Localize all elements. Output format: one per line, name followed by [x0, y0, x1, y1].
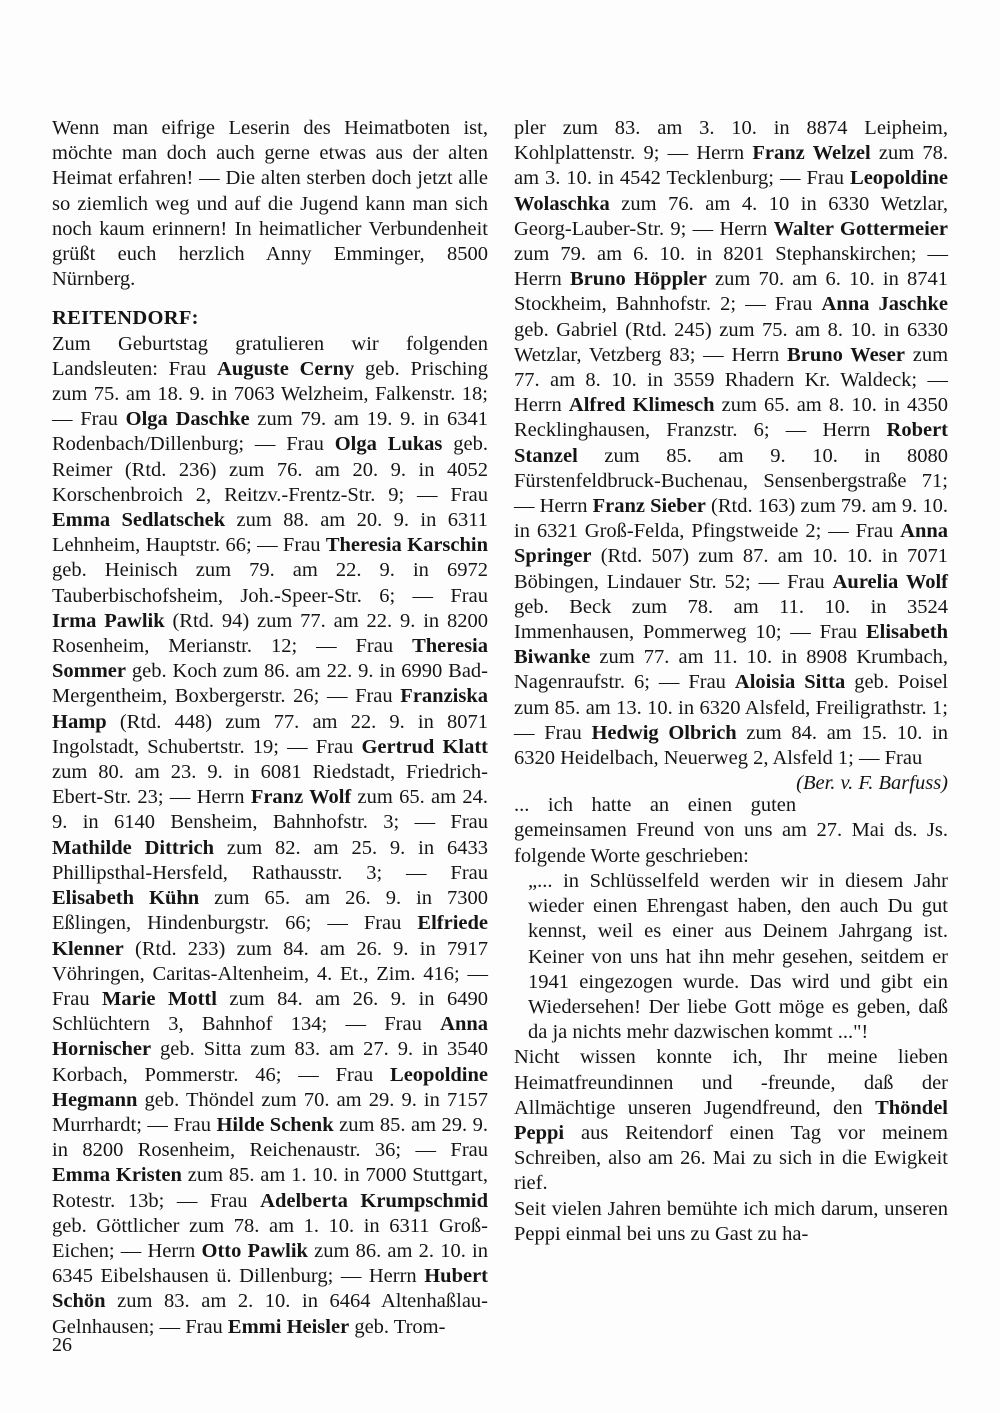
person-name: Franz Welzel: [752, 142, 871, 165]
person-name: Adelberta Krumpschmid: [260, 1189, 489, 1212]
person-name: Franziska Hamp: [52, 685, 488, 733]
person-name: Robert Stanzel: [514, 419, 948, 467]
story-paragraph-continued: Seit vielen Jahren bemühte ich mich darum, unseren Peppi einmal bei uns zu Gast zu ha-: [514, 1197, 948, 1245]
person-name: Aloisia Sitta: [734, 671, 846, 694]
author-signature: (Ber. v. F. Barfuss): [796, 772, 948, 795]
person-name: Elisabeth Biwanke: [514, 621, 948, 669]
person-name: Franz Sieber: [592, 495, 706, 518]
person-name: Hubert Schön: [52, 1265, 488, 1313]
person-name: Otto Pawlik: [201, 1239, 308, 1262]
person-name: Olga Lukas: [334, 433, 443, 456]
person-name: Theresia Karschin: [325, 534, 489, 557]
person-name: Leopoldine Hegmann: [52, 1063, 488, 1111]
birthday-list-continued: pler zum 83. am 3. 10. in 8874 Leipheim, Kohlplattenstr. 9; — Herrn Franz Welzel zum 78. am 3. 10. in 4542 Tecklenburg; — Frau Leopoldine Wolaschka zum 76. am 4. 10 in 6330 Wetzlar, Georg-Lauber-Str. 9; — Herrn Walter Gottermeier zum 79. am 6. 10. in 8201 Stephanskirchen; — Herrn Bruno Höppler zum 70. am 6. 10. in 8741 Stockheim, Bahnhofstr. 2; — Frau Anna Jaschke geb. Gabriel (Rtd. 245) zum 75. am 8. 10. in 6330 Wetzlar, Vetzberg 83; — Herrn Bruno Weser zum 77. am 8. 10. in 3559 Rhadern Kr. Waldeck; — Herrn Alfred Klimesch zum 65. am 8. 10. in 4350 Recklinghausen, Franzstr. 6; — Herrn Robert Stanzel zum 85. am 9. 10. in 8080 Fürstenfeldbruck-Buchenau, Sensenbergstraße 71; — Herrn Franz Sieber (Rtd. 163) zum 79. am 9. 10. in 6321 Groß-Felda, Pfingstweide 2; — Frau Anna Springer (Rtd. 507) zum 87. am 10. 10. in 7071 Böbingen, Lindauer Str. 52; — Frau Aurelia Wolf geb. Beck zum 78. am 11. 10. in 3524 Immenhausen, Pommerweg 10; — Frau Elisabeth Biwanke zum 77. am 11. 10. in 8908 Krumbach, Nagenraufstr. 6; — Frau Aloisia Sitta geb. Poisel zum 85. am 13. 10. in 6320 Alsfeld, Freiligrathstr. 1; — Frau Hedwig Olbrich zum 84. am 15. 10. in 6320 Heidelbach, Neuerweg 2, Alsfeld 1; — Frau (Ber. v. F. Barfuss): [514, 116, 948, 771]
person-name: Gertrud Klatt: [361, 735, 488, 758]
person-name: Thöndel Peppi: [514, 1096, 948, 1144]
story-intro: ... ich hatte an einen guten gemeinsamen Freund von uns am 27. Mai ds. Js. folgende Worte geschrieben:: [514, 794, 948, 867]
person-name: Mathilde Dittrich: [52, 836, 215, 859]
person-name: Anna Springer: [514, 520, 948, 568]
intro-paragraph: Wenn man eifrige Leserin des Heimatboten ist, möchte man doch auch gerne etwas aus der alten Heimat erfahren! — Die alten sterben doch jetzt alle so ziemlich weg und auf die Jugend kann man sich noch kaum erinnern! In heimatlicher Verbundenheit grüßt euch herzlich Anny Emminger, 8500 Nürnberg.: [52, 117, 488, 291]
person-name: Emmi Heisler: [227, 1315, 350, 1338]
person-name: Emma Sedlatschek: [52, 509, 226, 532]
person-name: Franz Wolf: [250, 786, 352, 809]
person-name: Irma Pawlik: [52, 609, 165, 632]
person-name: Emma Kristen: [52, 1164, 182, 1187]
person-name: Alfred Klimesch: [568, 394, 715, 417]
page-number: 26: [52, 1334, 72, 1356]
person-name: Aurelia Wolf: [832, 570, 948, 593]
person-name: Walter Gottermeier: [773, 217, 948, 240]
person-name: Hedwig Olbrich: [591, 721, 737, 744]
birthday-list-paragraph: Zum Geburtstag gratulieren wir folgenden Landsleuten: Frau Auguste Cerny geb. Prisching zum 75. am 18. 9. in 7063 Welzheim, Falkenstr. 18; — Frau Olga Daschke zum 79. am 19. 9. in 6341 Rodenbach/Dillenburg; — Frau Olga Lukas geb. Reimer (Rtd. 236) zum 76. am 20. 9. in 4052 Korschenbroich 2, Reitzv.-Frentz-Str. 9; — Frau Emma Sedlatschek zum 88. am 20. 9. in 6311 Lehnheim, Hauptstr. 66; — Frau Theresia Karschin geb. Heinisch zum 79. am 22. 9. in 6972 Tauberbischofsheim, Joh.-Speer-Str. 6; — Frau Irma Pawlik (Rtd. 94) zum 77. am 22. 9. in 8200 Rosenheim, Merianstr. 12; — Frau Theresia Sommer geb. Koch zum 86. am 22. 9. in 6990 Bad-Mergentheim, Boxbergerstr. 26; — Frau Franziska Hamp (Rtd. 448) zum 77. am 22. 9. in 8071 Ingolstadt, Schubertstr. 19; — Frau Gertrud Klatt zum 80. am 23. 9. in 6081 Riedstadt, Friedrich-Ebert-Str. 23; — Herrn Franz Wolf zum 65. am 24. 9. in 6140 Bensheim, Bahnhofstr. 3; — Frau Mathilde Dittrich zum 82. am 25. 9. in 6433 Phillipsthal-Hersfeld, Rathausstr. 3; — Frau Elisabeth Kühn zum 65. am 26. 9. in 7300 Eßlingen, Hindenburgstr. 66; — Frau Elfriede Klenner (Rtd. 233) zum 84. am 26. 9. in 7917 Vöhringen, Caritas-Altenheim, 4. Et., Zim. 416; — Frau Marie Mottl zum 84. am 26. 9. in 6490 Schlüchtern 3, Bahnhof 134; — Frau Anna Hornischer geb. Sitta zum 83. am 27. 9. in 3540 Korbach, Pommerstr. 46; — Frau Leopoldine Hegmann geb. Thöndel zum 70. am 29. 9. in 7157 Murrhardt; — Frau Hilde Schenk zum 85. am 29. 9. in 8200 Rosenheim, Reichenaustr. 36; — Frau Emma Kristen zum 85. am 1. 10. in 7000 Stuttgart, Rotestr. 13b; — Frau Adelberta Krumpschmid geb. Göttlicher zum 78. am 1. 10. in 6311 Groß-Eichen; — Herrn Otto Pawlik zum 86. am 2. 10. in 6345 Eibelshausen ü. Dillenburg; — Herrn Hubert Schön zum 83. am 2. 10. in 6464 Altenhaßlau-Gelnhausen; — Frau Emmi Heisler geb. Trom-: [52, 332, 489, 1338]
person-name: Hilde Schenk: [216, 1113, 334, 1136]
section-heading: REITENDORF:: [52, 307, 199, 330]
story-paragraph: Nicht wissen konnte ich, Ihr meine lieben Heimatfreundinnen und -freunde, daß der Allmächtige unseren Jugendfreund, den Thöndel Peppi aus Reitendorf einen Tag vor meinem Schreiben, also am 26. Mai zu sich in die Ewigkeit rief.: [514, 1046, 948, 1195]
person-name: Anna Jaschke: [821, 293, 948, 316]
person-name: Anna Hornischer: [52, 1013, 488, 1061]
person-name: Bruno Höppler: [569, 268, 707, 291]
person-name: Elfriede Klenner: [52, 912, 488, 960]
person-name: Marie Mottl: [102, 987, 217, 1010]
person-name: Auguste Cerny: [217, 357, 355, 380]
person-name: Elisabeth Kühn: [52, 887, 200, 910]
person-name: Olga Daschke: [125, 408, 250, 431]
person-name: Theresia Sommer: [52, 635, 488, 683]
left-column: [52, 116, 488, 1340]
person-name: Bruno Weser: [787, 343, 905, 366]
person-name: Leopoldine Wolaschka: [514, 167, 948, 215]
quoted-letter: „... in Schlüsselfeld werden wir in diesem Jahr wieder einen Ehrengast haben, den auch Du gut kennst, weil es einer aus Deinem Jahrgang ist. Keiner von uns hat ihn mehr gesehen, seitdem er 1941 eingezogen wurde. Das wird und gibt ein Wiedersehen! Der liebe Gott möge es geben, daß da ja nichts mehr dazwischen kommt ..."!: [528, 869, 948, 1044]
right-column: [514, 116, 948, 1247]
